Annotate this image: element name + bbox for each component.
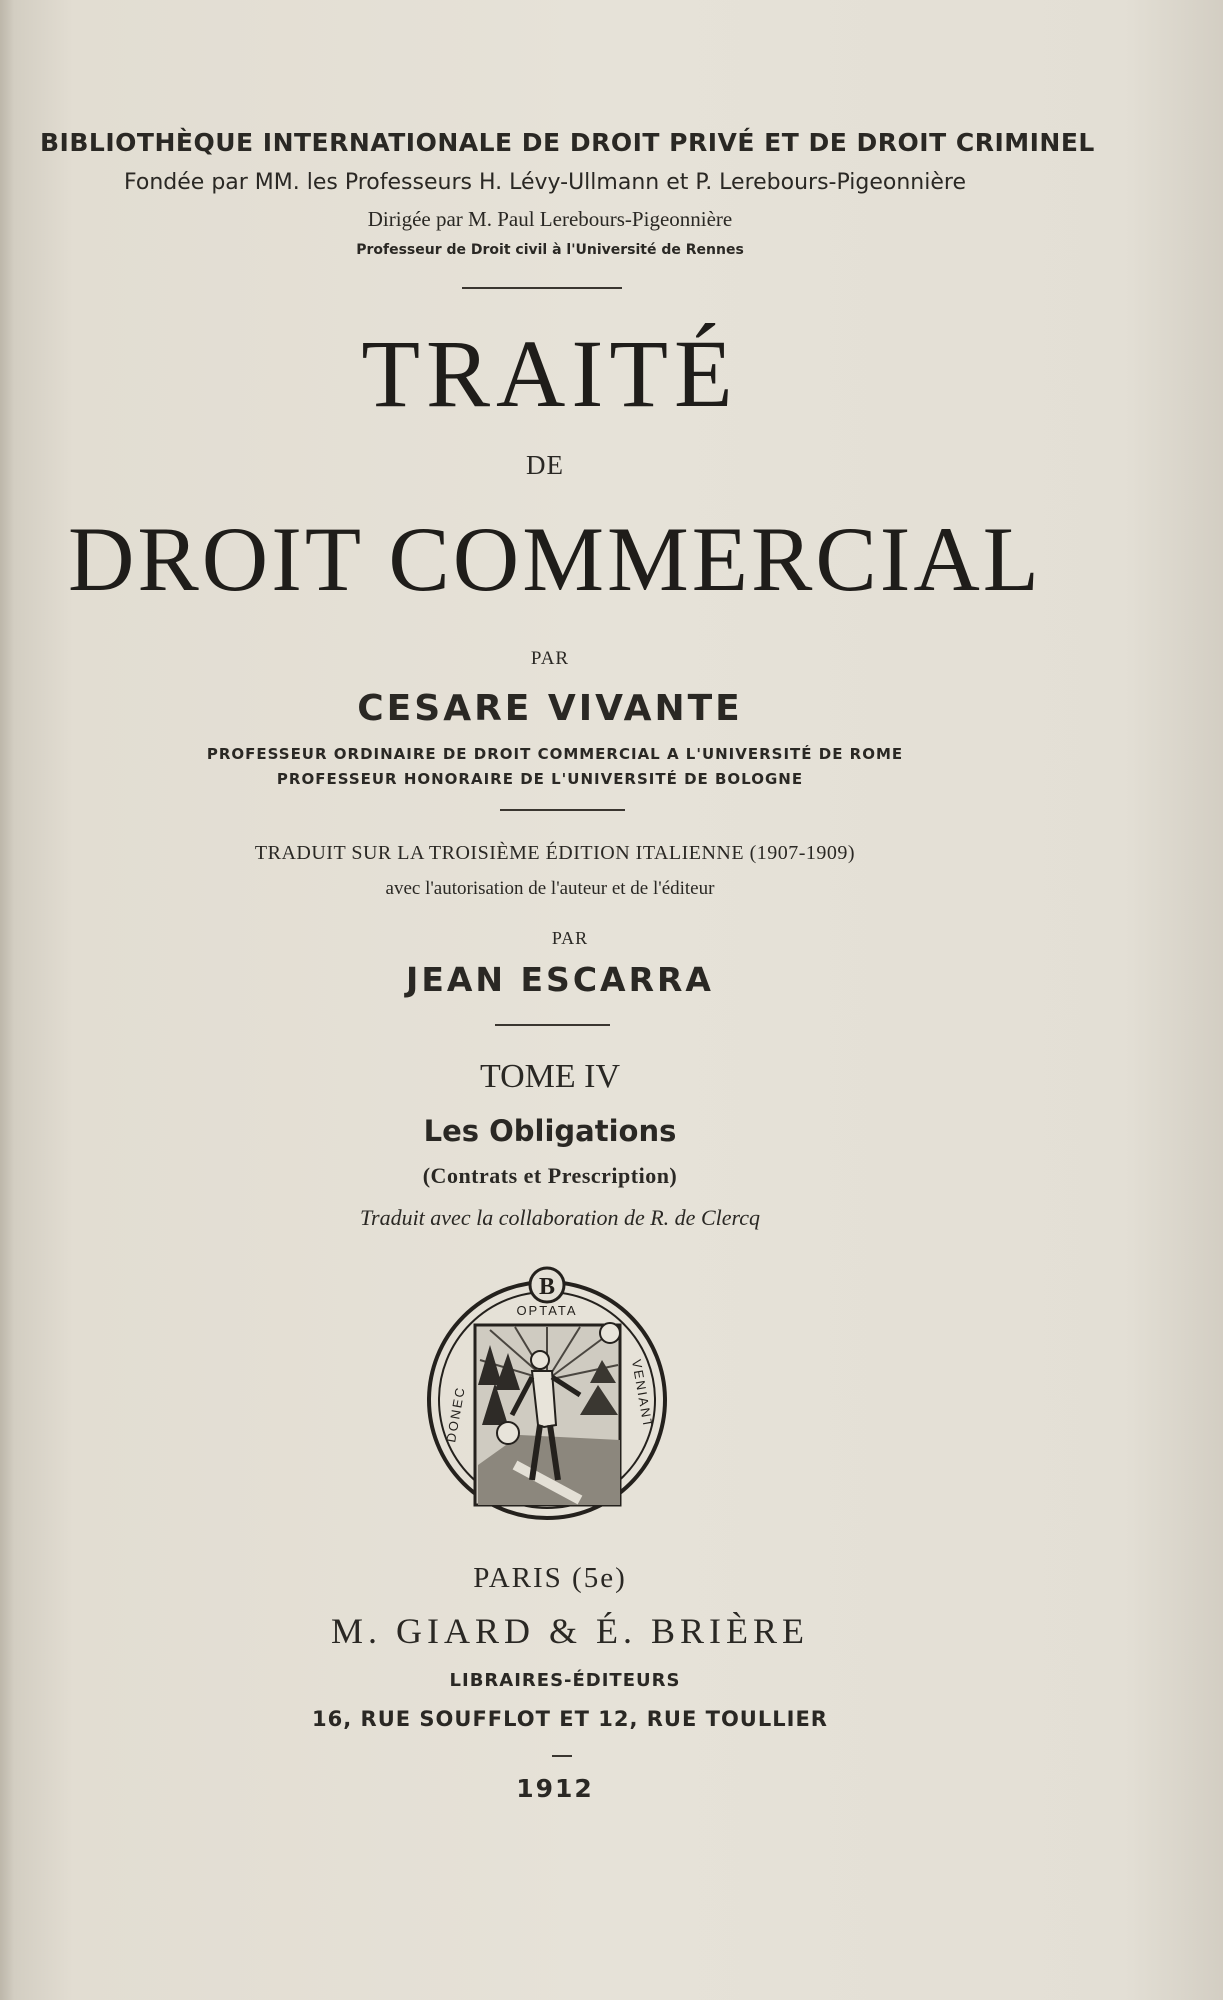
- author-title-1: PROFESSEUR ORDINAIRE DE DROIT COMMERCIAL A L'UNIVERSITÉ DE ROME: [206, 745, 904, 763]
- emblem-motto-left: DONEC: [443, 1384, 468, 1444]
- divider: [500, 809, 625, 811]
- emblem-letter: B: [538, 1274, 556, 1300]
- author-title-2: PROFESSEUR HONORAIRE DE L'UNIVERSITÉ DE BOLOGNE: [276, 770, 804, 788]
- translator-by-label: PAR: [551, 928, 589, 948]
- divider: [495, 1024, 610, 1026]
- divider: [552, 1755, 572, 1757]
- author-by-label: PAR: [530, 648, 570, 669]
- publisher-name: M. GIARD & É. BRIÈRE: [331, 1611, 809, 1651]
- publisher-role: LIBRAIRES-ÉDITEURS: [449, 1670, 681, 1691]
- publication-year: 1912: [516, 1774, 594, 1803]
- page-edge-shadow: [0, 0, 14, 2000]
- publisher-address: 16, RUE SOUFFLOT ET 12, RUE TOULLIER: [312, 1707, 828, 1731]
- series-director: Dirigée par M. Paul Lerebours-Pigeonnière: [367, 207, 733, 231]
- translator-name: JEAN ESCARRA: [406, 960, 714, 999]
- emblem-motto-right: VENIANT: [628, 1358, 656, 1431]
- tome-number: TOME IV: [479, 1058, 621, 1095]
- series-founders: Fondée par MM. les Professeurs H. Lévy-Ullmann et P. Lerebours-Pigeonnière: [124, 170, 966, 195]
- translation-authorization: avec l'autorisation de l'auteur et de l'éditeur: [385, 878, 715, 899]
- publisher-emblem: [420, 1265, 675, 1530]
- translation-note: TRADUIT SUR LA TROISIÈME ÉDITION ITALIENNE (1907-1909): [254, 842, 856, 864]
- book-subject: DROIT COMMERCIAL: [67, 508, 1043, 610]
- emblem-motto-top: OPTATA: [516, 1303, 578, 1318]
- book-title-connector: DE: [526, 450, 564, 480]
- book-title: TRAITÉ: [361, 320, 739, 427]
- volume-title: Les Obligations: [423, 1114, 677, 1148]
- volume-subtitle: (Contrats et Prescription): [422, 1163, 678, 1188]
- collaboration-note: Traduit avec la collaboration de R. de Clercq: [359, 1205, 761, 1230]
- director-title: Professeur de Droit civil à l'Université de Rennes: [356, 242, 744, 258]
- imprint-city: PARIS (5e): [473, 1562, 627, 1594]
- divider: [462, 287, 622, 289]
- series-title: BIBLIOTHÈQUE INTERNATIONALE DE DROIT PRIVÉ ET DE DROIT CRIMINEL: [40, 128, 1095, 157]
- author-name: CESARE VIVANTE: [357, 688, 743, 729]
